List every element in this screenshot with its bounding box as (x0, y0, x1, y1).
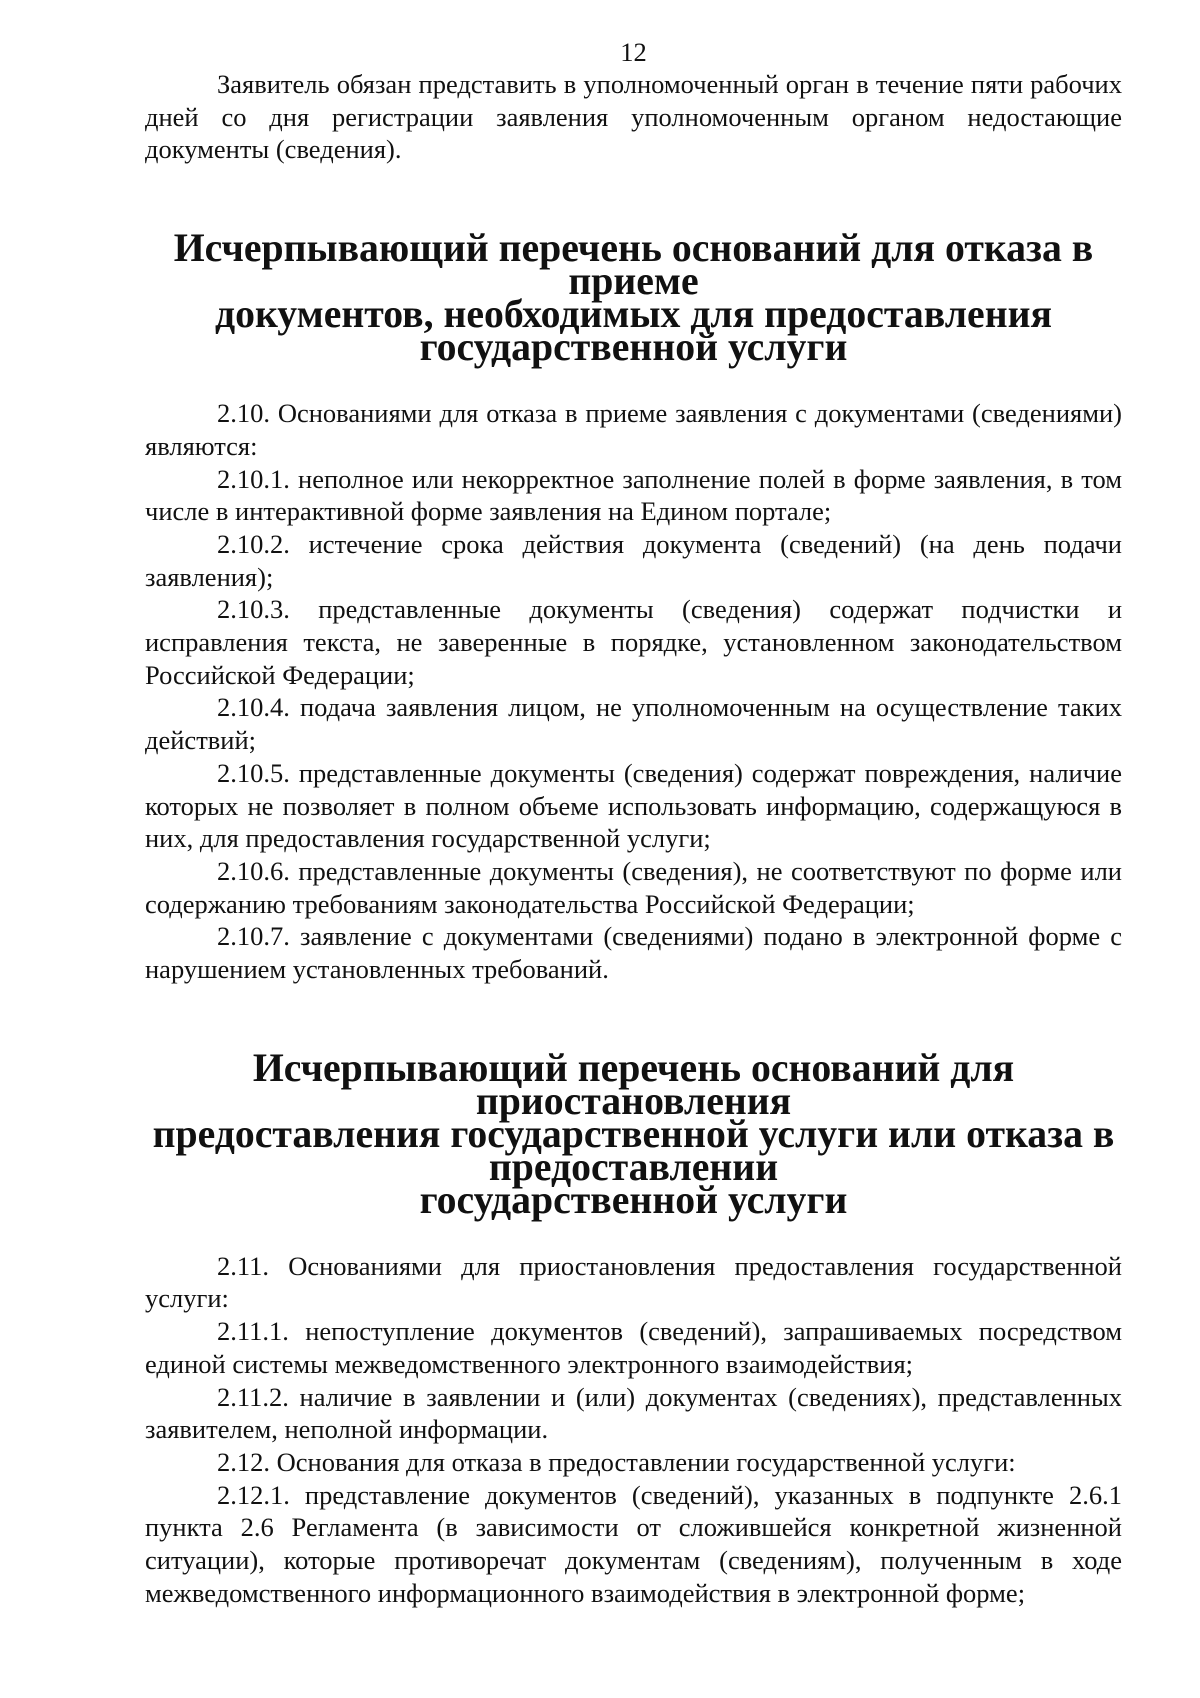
paragraph-2-10-7: 2.10.7. заявление с документами (сведениями) подано в электронной форме с нарушением установленных требований. (145, 921, 1122, 985)
paragraph-2-10-1: 2.10.1. неполное или некорректное заполнение полей в форме заявления, в том числе в интерактивной форме заявления на Едином портале; (145, 463, 1122, 527)
heading-line: государственной услуги (419, 1177, 848, 1222)
heading-line: государственной услуги (419, 325, 848, 370)
document-page (145, 36, 1122, 1610)
section-heading-suspension-refusal (145, 1045, 1122, 1222)
paragraph-2-11-2: 2.11.2. наличие в заявлении и (или) документах (сведениях), представленных заявителем, неполной информации. (145, 1381, 1122, 1445)
paragraph-2-12-1: 2.12.1. представление документов (сведений), указанных в подпункте 2.6.1 пункта 2.6 Регламента (в зависимости от сложившейся конкретной жизненной ситуации), которые противоречат документам (сведениям), полученным в ходе межведомственного информационного взаимодействия в электронной форме; (145, 1479, 1122, 1608)
section-heading-refusal-acceptance (145, 226, 1122, 370)
paragraph-2-11: 2.11. Основаниями для приостановления предоставления государственной услуги: (145, 1250, 1122, 1314)
paragraph-2-12: 2.12. Основания для отказа в предоставлении государственной услуги: (217, 1446, 1016, 1477)
intro-paragraph: Заявитель обязан представить в уполномоченный орган в течение пяти рабочих дней со дня регистрации заявления уполномоченным органом недостающие документы (сведения). (145, 69, 1122, 165)
paragraph-2-10-2: 2.10.2. истечение срока действия документа (сведений) (на день подачи заявления); (145, 528, 1122, 592)
paragraph-2-10: 2.10. Основаниями для отказа в приеме заявления с документами (сведениями) являются: (145, 398, 1122, 461)
heading-line: Исчерпывающий перечень оснований для отказа в приеме (173, 226, 1094, 304)
heading-line: документов, необходимых для предоставления (214, 292, 1053, 337)
page-number: 12 (620, 37, 647, 67)
heading-line: Исчерпывающий перечень оснований для приостановления (252, 1045, 1015, 1123)
section-body-suspension-refusal (145, 1250, 1122, 1610)
paragraph-2-10-4: 2.10.4. подача заявления лицом, не уполномоченным на осуществление таких действий; (145, 692, 1122, 756)
heading-line: предоставления государственной услуги или отказа в предоставлении (152, 1111, 1115, 1189)
section-body-refusal-acceptance (145, 397, 1122, 986)
paragraph-2-10-3: 2.10.3. представленные документы (сведения) содержат подчистки и исправления текста, не заверенные в порядке, установленном законодательством Российской Федерации; (145, 594, 1122, 690)
paragraph-2-10-5: 2.10.5. представленные документы (сведения) содержат повреждения, наличие которых не позволяет в полном объеме использовать информацию, содержащуюся в них, для предоставления государственной услуги; (145, 757, 1122, 854)
paragraph-2-10-6: 2.10.6. представленные документы (сведения), не соответствуют по форме или содержанию требованиям законодательства Российской Федерации; (145, 855, 1122, 919)
paragraph-2-11-1: 2.11.1. непоступление документов (сведений), запрашиваемых посредством единой системы межведомственного электронного взаимодействия; (145, 1316, 1122, 1379)
